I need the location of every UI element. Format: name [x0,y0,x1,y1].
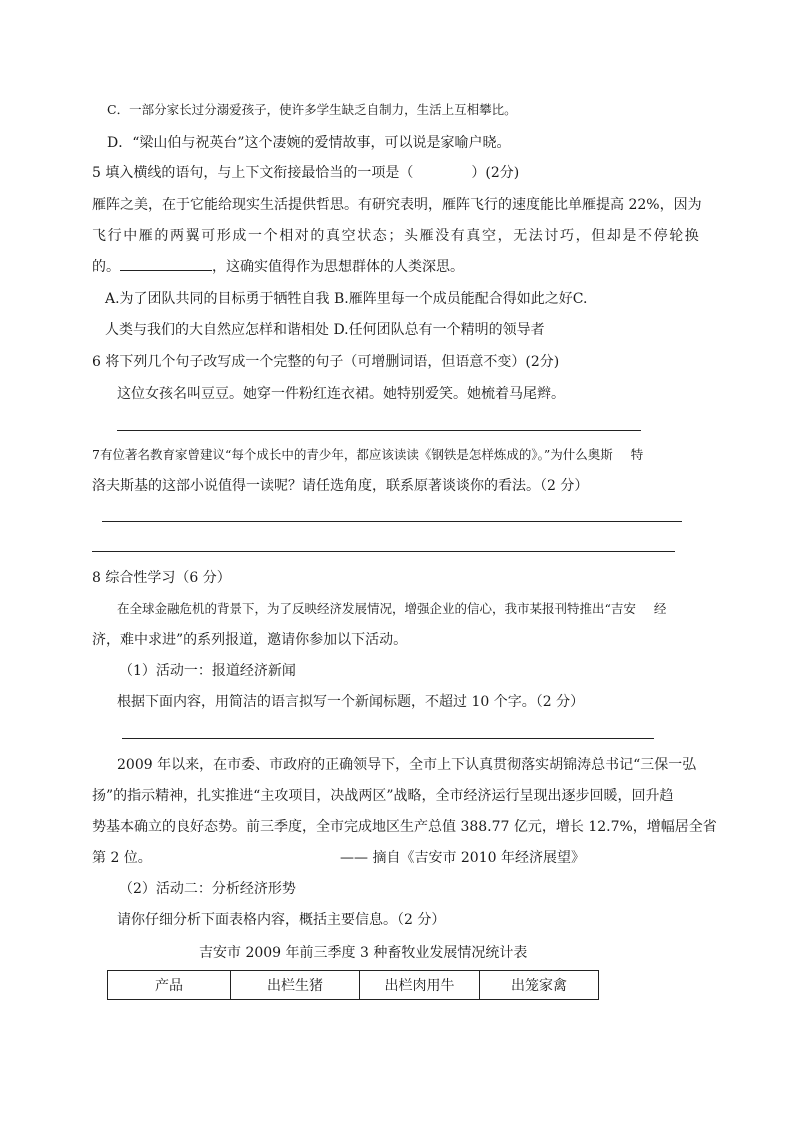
option-d: D．“梁山伯与祝英台”这个凄婉的爱情故事，可以说是家喻户晓。 [107,135,511,151]
q7-answer-line-2[interactable] [92,551,675,552]
q5-passage-end: ，这确实值得作为思想群体的人类深思。 [212,259,464,275]
q6-answer-line[interactable] [117,430,641,431]
q5-score: ）(2分) [471,165,520,181]
q8-intro-line-1 [117,600,666,618]
news-line-3: 势基本确立的良好态势。前三季度，全市完成地区生产总值 388.77 亿元，增长 12.7%，增幅居全省 [92,819,717,835]
q5-passage-line-2: 飞行中雁的两翼可形成一个相对的真空状态；头雁没有真空，无法讨巧，但却是不停轮换 [92,228,701,244]
q8-heading: 8 综合性学习（6 分） [92,570,231,586]
livestock-table [107,970,599,1000]
q6-sentences: 这位女孩名叫豆豆。她穿一件粉红连衣裙。她特别爱笑。她梳着马尾辫。 [117,386,565,402]
table-header-cell: 出栏生猪 [231,971,360,1000]
news-line-2: 扬”的指示精神，扎实推进“主攻项目，决战两区”战略，全市经济运行呈现出逐步回暖，回升趋 [92,788,674,804]
headline-answer-line[interactable] [122,738,654,739]
table-header-cell: 出栏肉用牛 [360,971,480,1000]
q6-stem: 6 将下列几个句子改写成一个完整的句子（可增删词语，但语意不变）(2分) [92,354,560,370]
q8-intro-line-2: 济，难中求进”的系列报道，邀请你参加以下活动。 [92,632,408,648]
q5-stem-text: 5 填入横线的语句，与上下文衔接最恰当的一项是（ [92,165,414,181]
activity-2-task: 请你仔细分析下面表格内容，概括主要信息。（2 分） [117,912,446,928]
q5-options-cd: 人类与我们的大自然应怎样和谐相处 D.任何团队总有一个精明的领导者 [105,322,545,338]
q7-answer-line-1[interactable] [102,521,682,522]
q5-stem [92,164,519,182]
table-header-cell: 出笼家禽 [480,971,599,1000]
option-c: C．一部分家长过分溺爱孩子，使许多学生缺乏自制力，生活上互相攀比。 [107,102,517,117]
q7-stem-start: 7有位著名教育家曾建议“每个成长中的青少年，都应该读读《钢铁是怎样炼成的》。”为什么奥斯 [92,447,613,462]
q5-fill-blank[interactable] [120,258,212,271]
news-line-4-start: 第 2 位。 [92,850,152,866]
q7-stem-char: 特 [630,447,644,462]
q5-passage-line-3 [92,258,464,276]
activity-2-title: （2）活动二：分析经济形势 [119,881,296,897]
q8-intro-start: 在全球金融危机的背景下，为了反映经济发展情况，增强企业的信心，我市某报刊特推出“吉安 [117,601,636,616]
q5-passage-start: 的。 [92,259,120,275]
q7-line-1 [92,446,643,464]
news-line-1: 2009 年以来，在市委、市政府的正确领导下，全市上下认真贯彻落实胡锦涛总书记“三保一弘 [117,757,697,773]
table-title: 吉安市 2009 年前三季度 3 种畜牧业发展情况统计表 [199,945,528,961]
q5-options-ab: A.为了团队共同的目标勇于牺牲自我 B.雁阵里每一个成员能配合得如此之好C. [105,291,588,307]
activity-1-task: 根据下面内容，用简洁的语言拟写一个新闻标题，不超过 10 个字。（2 分） [117,694,585,710]
table-header-cell: 产品 [108,971,231,1000]
news-source: —— 摘自《吉安市 2010 年经济展望》 [340,850,585,866]
activity-1-title: （1）活动一：报道经济新闻 [119,663,296,679]
q8-intro-char: 经 [653,601,667,616]
q5-passage-line-1: 雁阵之美，在于它能给现实生活提供哲思。有研究表明，雁阵飞行的速度能比单雁提高 22%，因为 [92,197,702,213]
q7-line-2: 洛夫斯基的这部小说值得一读呢？请任选角度，联系原著谈谈你的看法。（2 分） [92,478,589,494]
table-header-row [108,971,599,1000]
